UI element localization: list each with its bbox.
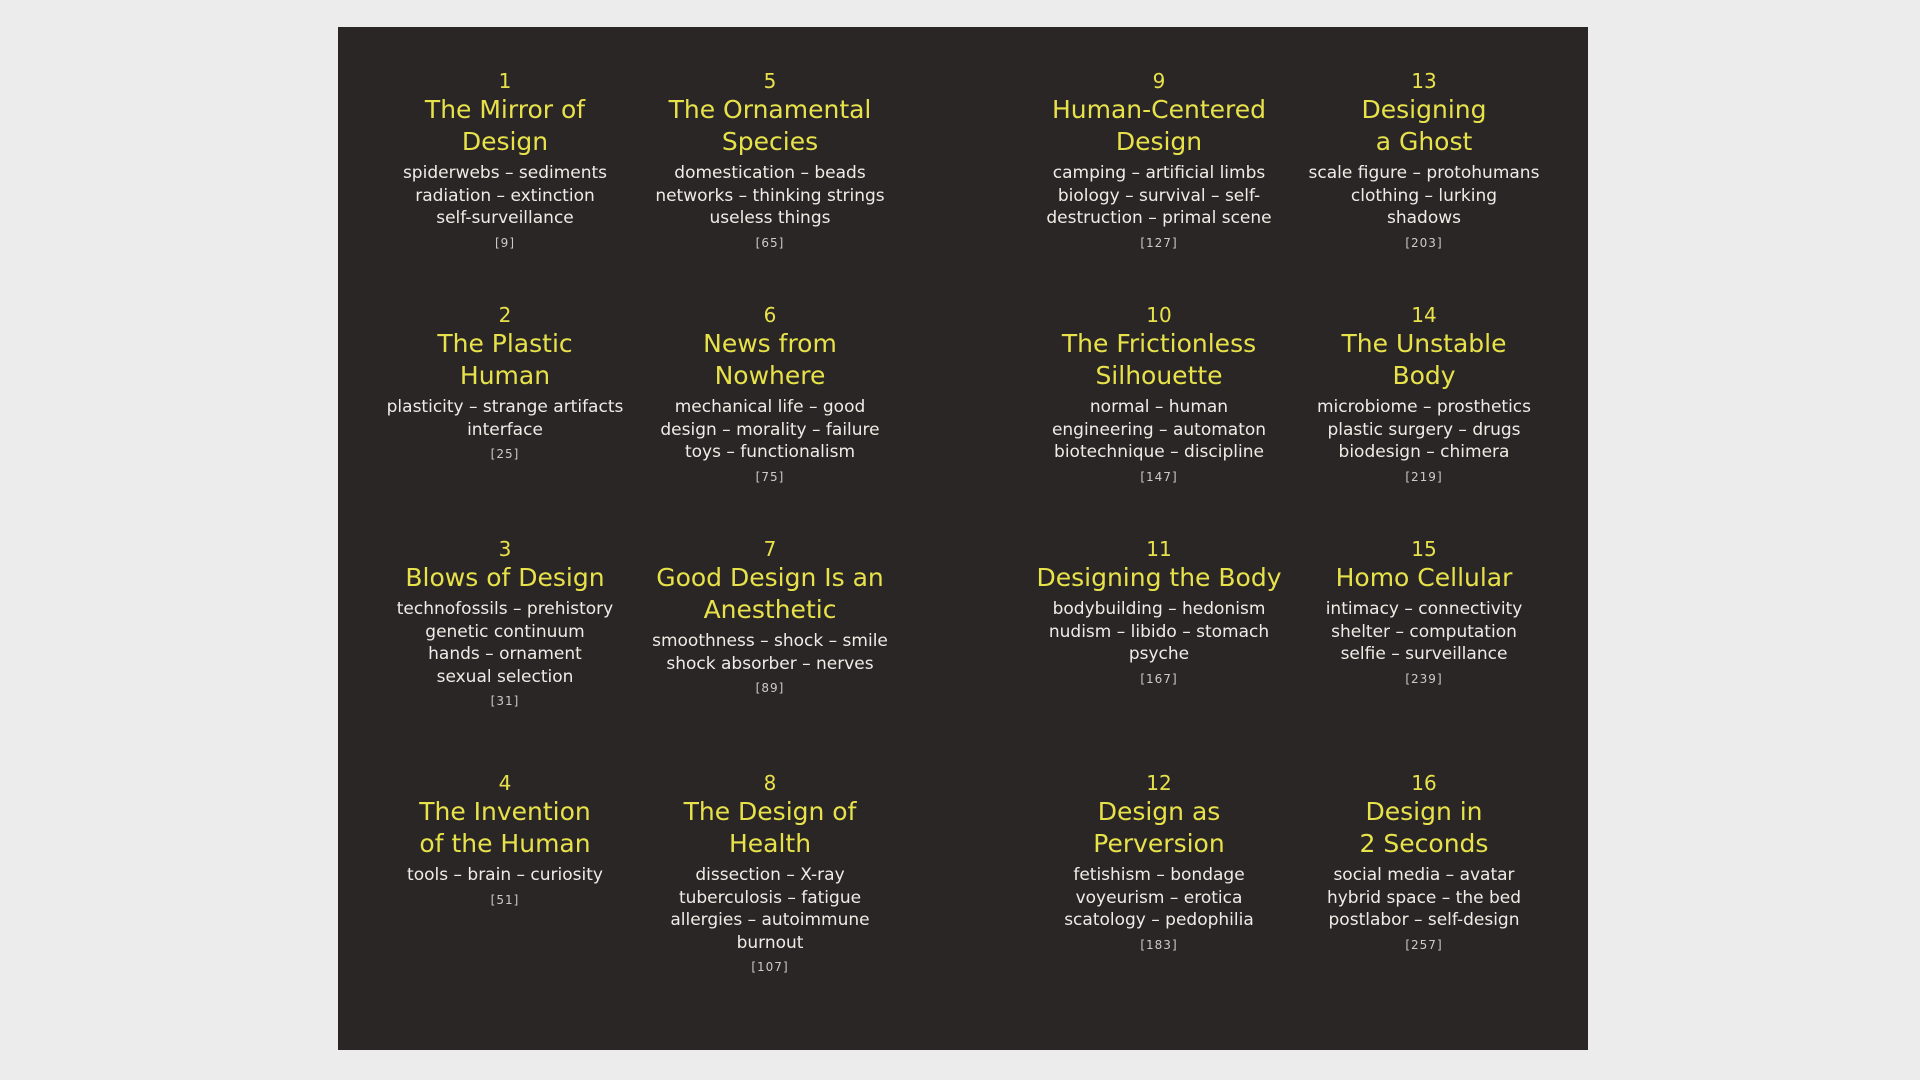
chapter-number: 8 <box>763 771 777 795</box>
chapter-title: The Mirror of Design <box>424 95 586 156</box>
chapter-keywords: mechanical life – good design – morality – failure toys – functionalism <box>660 397 880 462</box>
chapter-title: The Design of Health <box>683 797 857 858</box>
chapter-number: 14 <box>1411 303 1437 327</box>
chapter-keywords: camping – artificial limbs biology – survival – self- destruction – primal scene <box>1046 163 1272 228</box>
chapter-number: 2 <box>498 303 512 327</box>
chapter-entry-9 <box>1034 68 1284 252</box>
chapter-title: Design as Perversion <box>1093 797 1225 858</box>
chapter-number: 13 <box>1411 69 1437 93</box>
chapter-title: Designing the Body <box>1036 563 1282 592</box>
chapter-number: 16 <box>1411 771 1437 795</box>
chapter-page: [51] <box>490 892 520 907</box>
chapter-title: Designing a Ghost <box>1361 95 1487 156</box>
chapter-title: Design in 2 Seconds <box>1359 797 1489 858</box>
chapter-number: 15 <box>1411 537 1437 561</box>
chapter-number: 12 <box>1146 771 1172 795</box>
chapter-keywords: domestication – beads networks – thinking strings useless things <box>655 163 885 228</box>
chapter-number: 11 <box>1146 537 1172 561</box>
chapter-page: [183] <box>1140 937 1178 952</box>
chapter-keywords: plasticity – strange artifacts interface <box>386 397 624 440</box>
chapter-title: Blows of Design <box>405 563 605 592</box>
chapter-title: The Ornamental Species <box>668 95 872 156</box>
chapter-title: The Plastic Human <box>437 329 573 390</box>
chapter-page: [31] <box>490 694 520 708</box>
chapter-keywords: spiderwebs – sediments radiation – extinction self-surveillance <box>402 163 608 228</box>
chapter-entry-10 <box>1034 302 1284 486</box>
chapter-page: [25] <box>490 447 520 461</box>
chapter-entry-8 <box>645 770 895 976</box>
chapter-keywords: bodybuilding – hedonism nudism – libido – stomach psyche <box>1048 599 1270 664</box>
chapter-entry-7 <box>645 536 895 697</box>
chapter-entry-16 <box>1299 770 1549 954</box>
chapter-keywords: microbiome – prosthetics plastic surgery – drugs biodesign – chimera <box>1316 397 1532 462</box>
contents-page <box>338 27 1588 1050</box>
chapter-entry-2 <box>380 302 630 463</box>
chapter-number: 6 <box>763 303 777 327</box>
chapter-keywords: intimacy – connectivity shelter – computation selfie – surveillance <box>1325 599 1523 664</box>
chapter-number: 3 <box>498 537 512 561</box>
chapter-keywords: normal – human engineering – automaton biotechnique – discipline <box>1051 397 1267 462</box>
chapter-entry-14 <box>1299 302 1549 486</box>
chapter-title: The Invention of the Human <box>419 797 591 858</box>
chapter-number: 7 <box>763 537 777 561</box>
chapter-entry-3 <box>380 536 630 710</box>
chapter-page: [65] <box>755 235 785 250</box>
chapter-page: [219] <box>1405 469 1443 484</box>
chapter-entry-11 <box>1034 536 1284 688</box>
chapter-title: Human-Centered Design <box>1051 95 1267 156</box>
chapter-entry-13 <box>1299 68 1549 252</box>
chapter-page: [167] <box>1140 671 1178 686</box>
chapter-entry-6 <box>645 302 895 486</box>
chapter-number: 9 <box>1152 69 1166 93</box>
chapter-keywords: dissection – X-ray tuberculosis – fatigue allergies – autoimmune burnout <box>670 865 870 953</box>
chapter-title: Homo Cellular <box>1335 563 1513 592</box>
chapter-title: News from Nowhere <box>703 329 837 390</box>
chapter-number: 5 <box>763 69 777 93</box>
chapter-page: [107] <box>751 960 789 974</box>
chapter-page: [257] <box>1405 937 1443 952</box>
chapter-page: [203] <box>1405 235 1443 250</box>
chapter-page: [239] <box>1405 671 1443 686</box>
chapter-keywords: social media – avatar hybrid space – the bed postlabor – self-design <box>1326 865 1522 930</box>
chapter-keywords: fetishism – bondage voyeurism – erotica scatology – pedophilia <box>1064 865 1254 930</box>
chapter-entry-4 <box>380 770 630 909</box>
chapter-entry-1 <box>380 68 630 252</box>
chapter-entry-5 <box>645 68 895 252</box>
chapter-title: The Unstable Body <box>1341 329 1507 390</box>
chapter-page: [127] <box>1140 235 1178 250</box>
chapter-number: 1 <box>498 69 512 93</box>
chapter-page: [89] <box>755 681 785 695</box>
chapter-page: [9] <box>495 235 515 250</box>
chapter-keywords: technofossils – prehistory genetic continuum hands – ornament sexual selection <box>396 599 614 687</box>
chapter-keywords: smoothness – shock – smile shock absorber – nerves <box>652 631 888 674</box>
chapter-entry-12 <box>1034 770 1284 954</box>
chapter-title: The Frictionless Silhouette <box>1061 329 1257 390</box>
chapter-entry-15 <box>1299 536 1549 688</box>
chapter-page: [147] <box>1140 469 1178 484</box>
chapter-title: Good Design Is an Anesthetic <box>656 563 884 624</box>
chapter-number: 10 <box>1146 303 1172 327</box>
chapter-keywords: scale figure – protohumans clothing – lurking shadows <box>1308 163 1540 228</box>
chapter-number: 4 <box>498 771 512 795</box>
chapter-page: [75] <box>755 469 785 484</box>
chapter-keywords: tools – brain – curiosity <box>407 865 603 885</box>
